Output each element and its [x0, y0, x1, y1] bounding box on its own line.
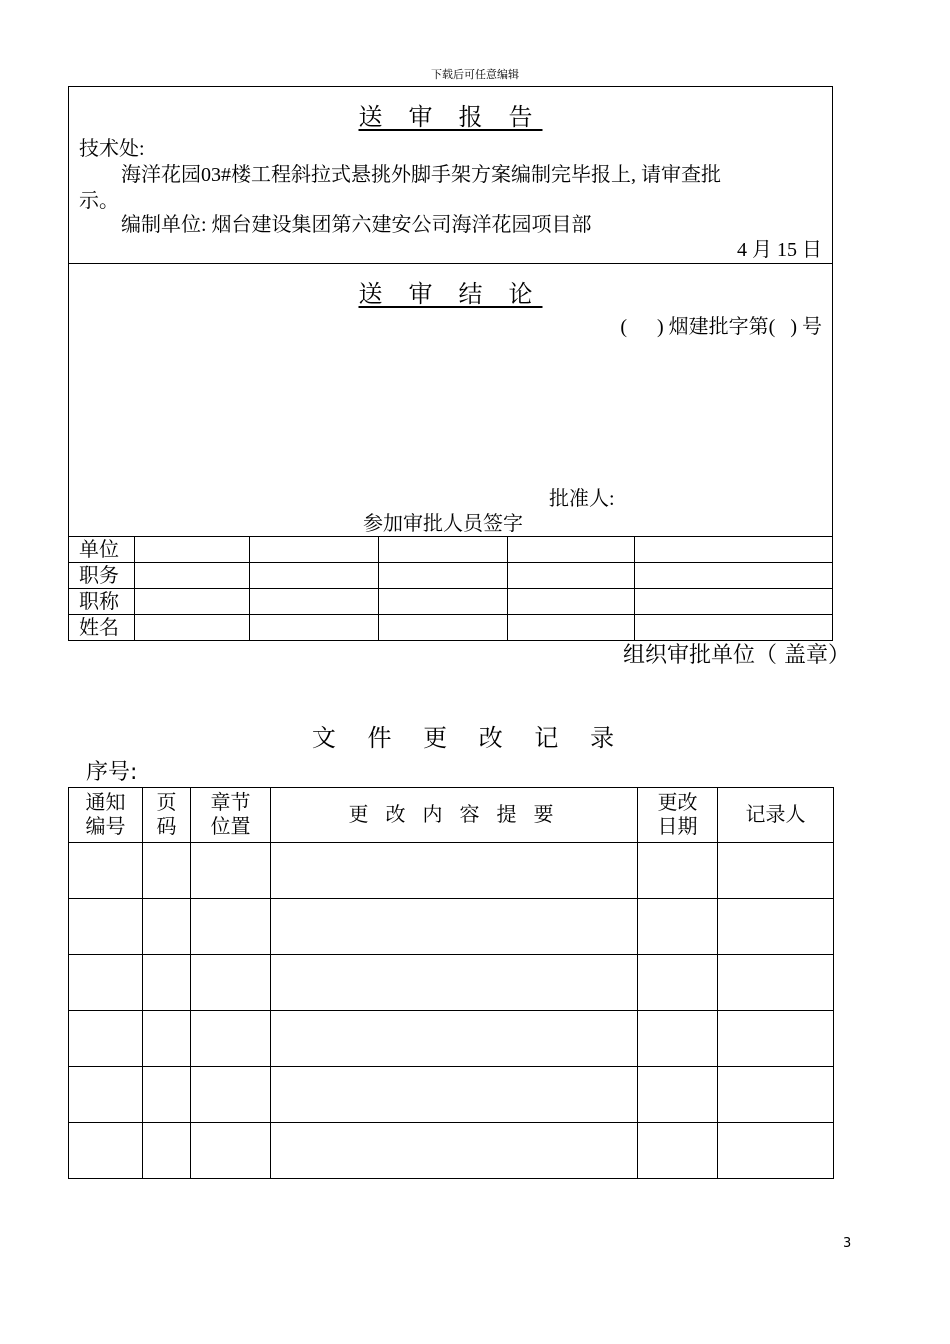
sign-cell[interactable] [250, 563, 379, 589]
record-cell[interactable] [143, 1011, 191, 1067]
sign-cell[interactable] [135, 563, 250, 589]
sign-cell[interactable] [635, 615, 833, 641]
record-cell[interactable] [69, 1067, 143, 1123]
participants-label: 参加审批人员签字 [363, 513, 523, 535]
record-cell[interactable] [191, 1123, 271, 1179]
record-cell[interactable] [718, 899, 834, 955]
sign-cell[interactable] [508, 589, 635, 615]
record-cell[interactable] [271, 899, 638, 955]
record-cell[interactable] [143, 1067, 191, 1123]
header-summary: 更 改 内 容 提 要 [271, 788, 638, 843]
record-cell[interactable] [271, 1011, 638, 1067]
record-cell[interactable] [638, 843, 718, 899]
record-cell[interactable] [638, 1123, 718, 1179]
record-cell[interactable] [143, 899, 191, 955]
sign-cell[interactable] [135, 589, 250, 615]
report-addressee: 技术处: [79, 138, 145, 160]
report-date: 4 月 15 日 [737, 239, 822, 261]
table-row [69, 843, 834, 899]
sign-cell[interactable] [379, 589, 508, 615]
report-body-line1: 海洋花园03#楼工程斜拉式悬挑外脚手架方案编制完毕报上, 请审查批 [121, 164, 721, 186]
table-header-row [69, 788, 834, 843]
record-cell[interactable] [69, 899, 143, 955]
sign-cell[interactable] [635, 563, 833, 589]
record-cell[interactable] [271, 1067, 638, 1123]
approval-ref: ( ) 烟建批字第( ) 号 [620, 316, 822, 338]
table-row [69, 955, 834, 1011]
record-cell[interactable] [69, 843, 143, 899]
record-cell[interactable] [271, 1123, 638, 1179]
approver-label: 批准人: [549, 488, 615, 510]
sequence-label: 序号: [86, 760, 138, 785]
record-cell[interactable] [638, 1067, 718, 1123]
sign-cell[interactable] [250, 589, 379, 615]
record-cell[interactable] [718, 955, 834, 1011]
record-cell[interactable] [638, 899, 718, 955]
report-section [68, 86, 833, 264]
record-cell[interactable] [718, 1123, 834, 1179]
header-date: 更改 日期 [638, 788, 718, 843]
sign-cell[interactable] [635, 537, 833, 563]
sign-cell[interactable] [379, 563, 508, 589]
sign-cell[interactable] [635, 589, 833, 615]
record-cell[interactable] [191, 899, 271, 955]
record-cell[interactable] [143, 1123, 191, 1179]
record-cell[interactable] [69, 1011, 143, 1067]
table-row [69, 615, 833, 641]
record-cell[interactable] [718, 1011, 834, 1067]
record-cell[interactable] [638, 955, 718, 1011]
record-cell[interactable] [191, 843, 271, 899]
sign-cell[interactable] [508, 537, 635, 563]
report-unit: 编制单位: 烟台建设集团第六建安公司海洋花园项目部 [121, 214, 592, 236]
table-row [69, 1123, 834, 1179]
report-title: 送 审 报 告 [358, 105, 543, 131]
sign-cell[interactable] [508, 563, 635, 589]
record-cell[interactable] [718, 1067, 834, 1123]
record-cell[interactable] [191, 1067, 271, 1123]
sign-cell[interactable] [135, 615, 250, 641]
table-row [69, 1011, 834, 1067]
record-cell[interactable] [191, 1011, 271, 1067]
sign-cell[interactable] [250, 615, 379, 641]
table-row [69, 537, 833, 563]
record-cell[interactable] [718, 843, 834, 899]
table-row [69, 1067, 834, 1123]
conclusion-section [68, 263, 833, 538]
record-cell[interactable] [271, 843, 638, 899]
header-section: 章节 位置 [191, 788, 271, 843]
table-row [69, 563, 833, 589]
change-record-title: 文 件 更 改 记 录 [311, 724, 627, 752]
record-cell[interactable] [191, 955, 271, 1011]
record-cell[interactable] [143, 843, 191, 899]
report-body-line2: 示。 [79, 190, 119, 212]
sign-cell[interactable] [508, 615, 635, 641]
record-cell[interactable] [271, 955, 638, 1011]
sign-cell[interactable] [379, 615, 508, 641]
record-cell[interactable] [143, 955, 191, 1011]
row-label-name: 姓名 [69, 615, 135, 641]
stamp-label: 组织审批单位（ 盖章） [623, 643, 850, 668]
sign-cell[interactable] [379, 537, 508, 563]
row-label-title: 职称 [69, 589, 135, 615]
conclusion-title: 送 审 结 论 [358, 282, 543, 308]
record-cell[interactable] [69, 1123, 143, 1179]
header-notice-no: 通知 编号 [69, 788, 143, 843]
download-note: 下载后可任意编辑 [431, 68, 519, 81]
table-row [69, 899, 834, 955]
record-cell[interactable] [638, 1011, 718, 1067]
sign-cell[interactable] [250, 537, 379, 563]
table-row [69, 589, 833, 615]
sign-cell[interactable] [135, 537, 250, 563]
row-label-position: 职务 [69, 563, 135, 589]
page-number: 3 [843, 1236, 852, 1251]
row-label-unit: 单位 [69, 537, 135, 563]
record-cell[interactable] [69, 955, 143, 1011]
header-recorder: 记录人 [718, 788, 834, 843]
signature-table [68, 536, 833, 641]
header-page: 页 码 [143, 788, 191, 843]
change-record-table [68, 787, 834, 1179]
